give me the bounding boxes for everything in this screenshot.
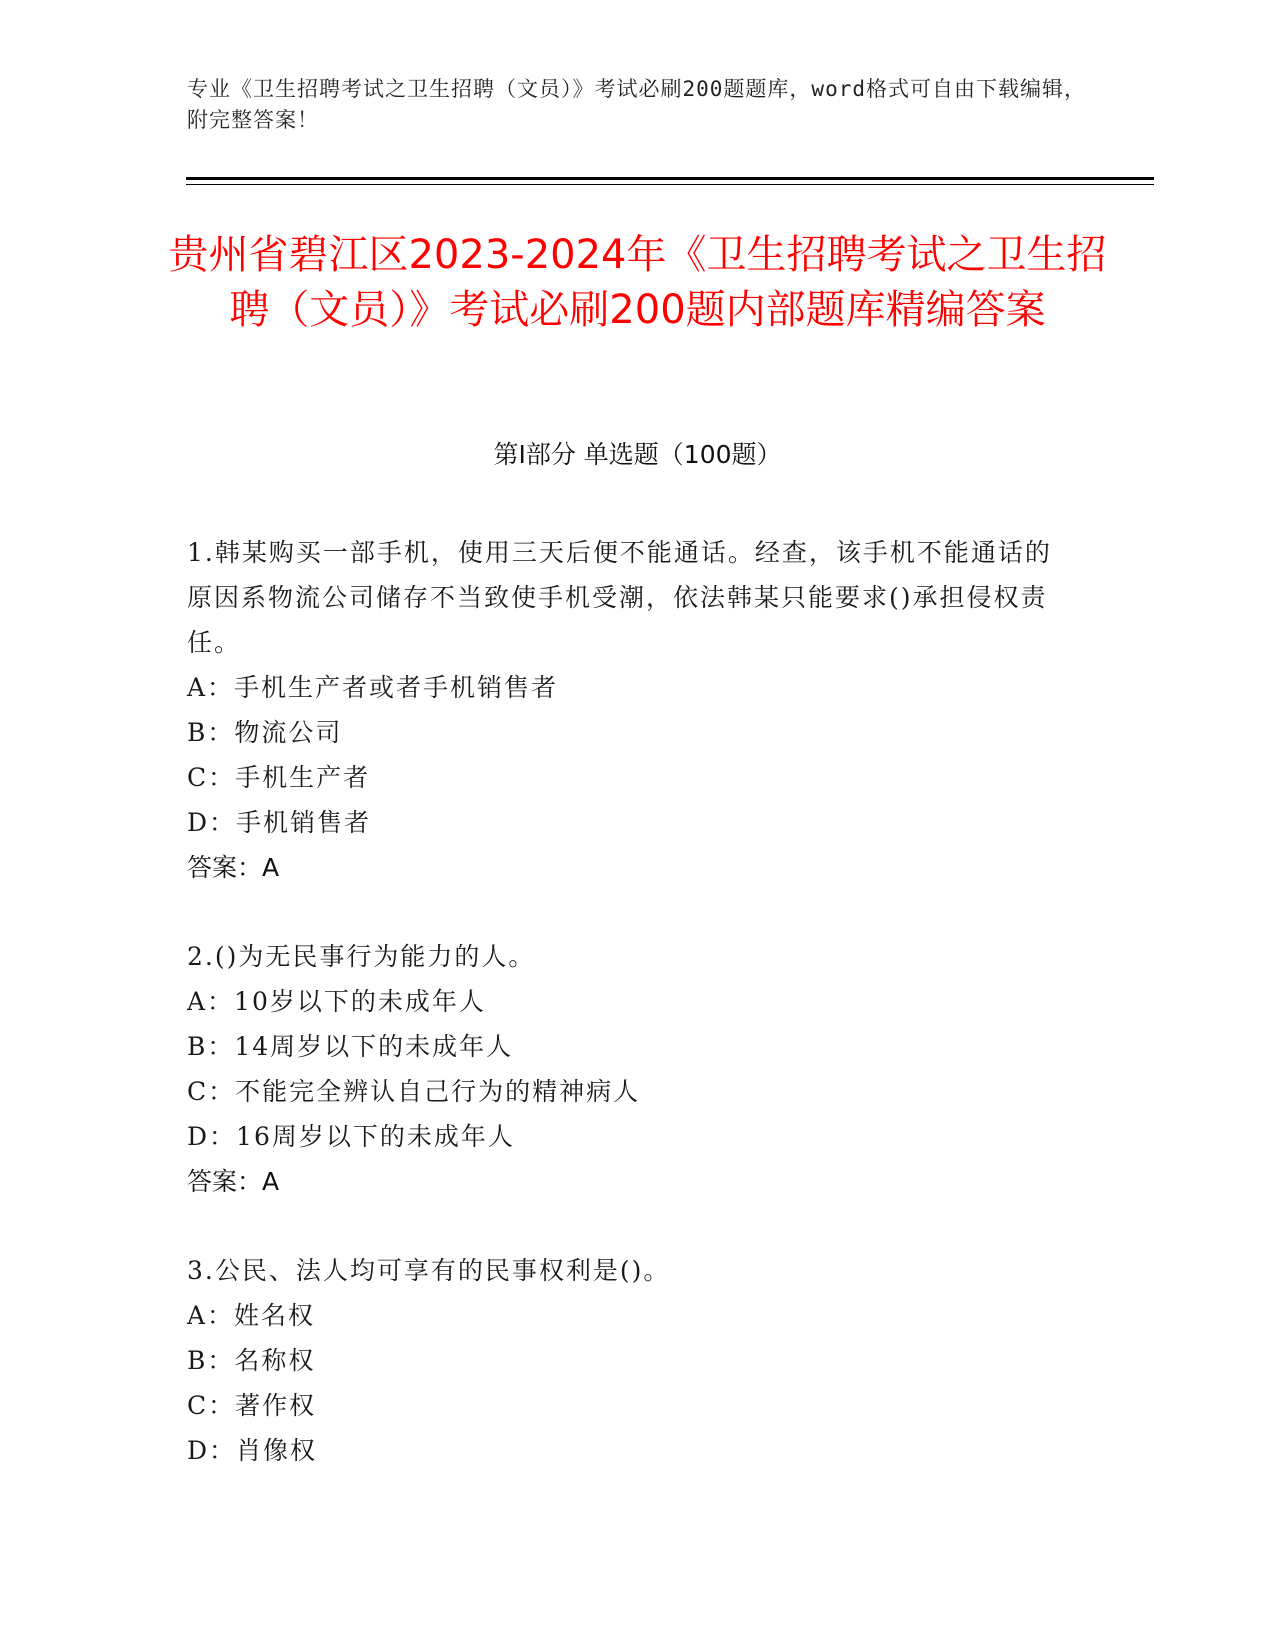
- question-list: [187, 530, 1067, 1517]
- question-3: [187, 1248, 1067, 1473]
- option-c: C：不能完全辨认自己行为的精神病人: [187, 1077, 641, 1106]
- option-a: A：姓名权: [187, 1301, 316, 1330]
- header-divider-thick: [186, 177, 1154, 180]
- answer: 答案：A: [187, 853, 280, 882]
- answer: 答案：A: [187, 1167, 280, 1196]
- option-d: D：16周岁以下的未成年人: [187, 1122, 515, 1151]
- option-b: B：名称权: [187, 1346, 316, 1375]
- option-d: D：手机销售者: [187, 808, 372, 837]
- header-divider-thin: [186, 184, 1154, 185]
- question-1: [187, 530, 1067, 890]
- option-a: A：10岁以下的未成年人: [187, 987, 486, 1016]
- header-note: 专业《卫生招聘考试之卫生招聘（文员）》考试必刷200题题库，word格式可自由下载编辑，附完整答案！: [187, 77, 1086, 132]
- question-text: 1.韩某购买一部手机，使用三天后便不能通话。经查，该手机不能通话的原因系物流公司储存不当致使手机受潮，依法韩某只能要求()承担侵权责任。: [187, 538, 1052, 657]
- option-a: A：手机生产者或者手机销售者: [187, 673, 559, 702]
- option-d: D：肖像权: [187, 1436, 318, 1465]
- question-text: 3.公民、法人均可享有的民事权利是()。: [187, 1256, 671, 1285]
- option-c: C：著作权: [187, 1391, 317, 1420]
- question-text: 2.()为无民事行为能力的人。: [187, 942, 536, 971]
- option-c: C：手机生产者: [187, 763, 371, 792]
- option-b: B：物流公司: [187, 718, 343, 747]
- document-title: 贵州省碧江区2023-2024年《卫生招聘考试之卫生招聘（文员）》考试必刷200题内部题库精编答案: [168, 232, 1107, 333]
- option-b: B：14周岁以下的未成年人: [187, 1032, 514, 1061]
- question-2: [187, 934, 1067, 1204]
- section-title: 第Ⅰ部分 单选题（100题）: [493, 440, 782, 469]
